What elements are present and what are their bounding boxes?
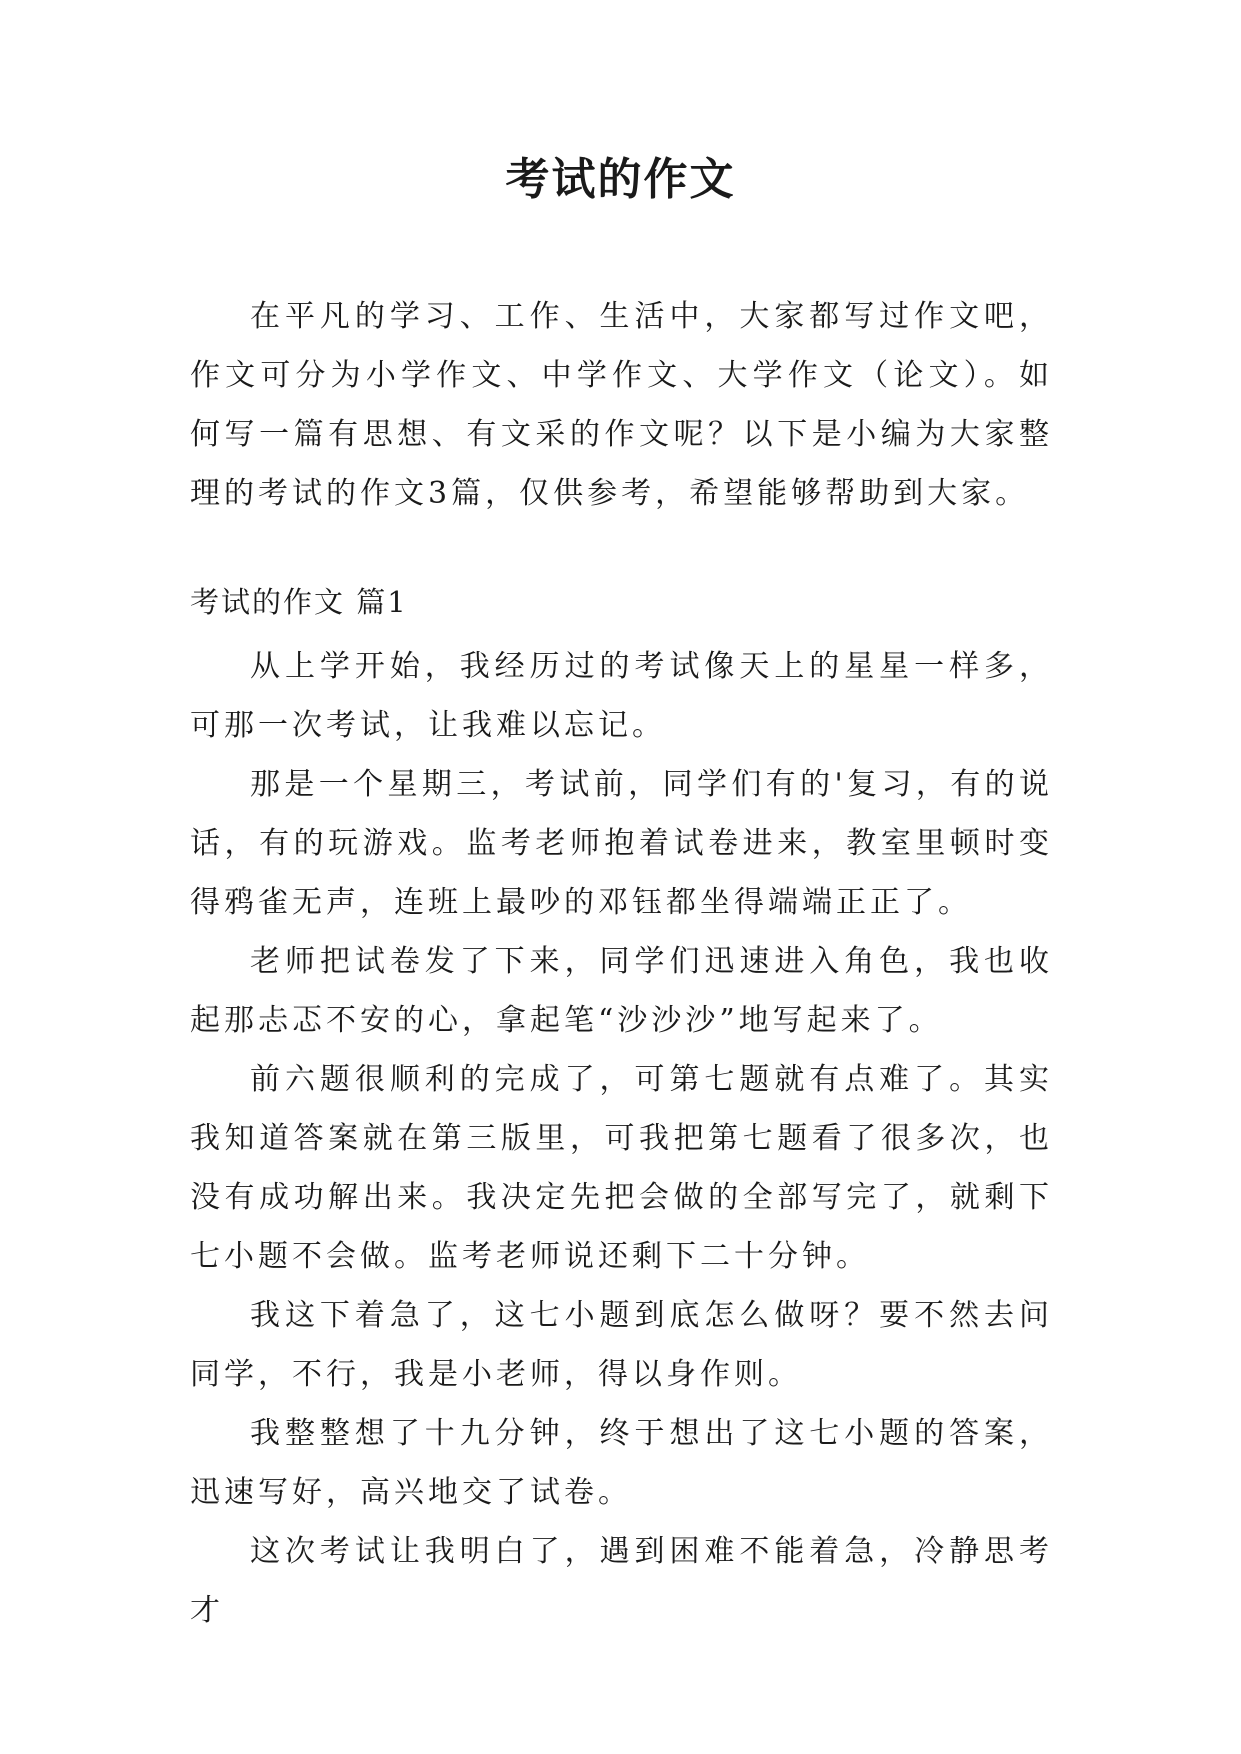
- essay-paragraph: 我这下着急了，这七小题到底怎么做呀？要不然去问同学，不行，我是小老师，得以身作则。: [190, 1298, 1053, 1392]
- section-heading: 考试的作文 篇1: [190, 585, 408, 619]
- essay-paragraph: 这次考试让我明白了，遇到困难不能着急，冷静思考才: [190, 1534, 1053, 1628]
- essay-paragraph: 从上学开始，我经历过的考试像天上的星星一样多，可那一次考试，让我难以忘记。: [190, 649, 1053, 743]
- essay-paragraph: 那是一个星期三，考试前，同学们有的'复习，有的说话，有的玩游戏。监考老师抱着试卷进来，教室里顿时变得鸦雀无声，连班上最吵的邓钰都坐得端端正正了。: [190, 767, 1053, 920]
- document-title: 考试的作文: [505, 154, 736, 205]
- intro-paragraph: 在平凡的学习、工作、生活中，大家都写过作文吧，作文可分为小学作文、中学作文、大学作文（论文）。如何写一篇有思想、有文采的作文呢？以下是小编为大家整理的考试的作文3篇，仅供参考，希望能够帮助到大家。: [190, 299, 1053, 511]
- essay-paragraph: 我整整想了十九分钟，终于想出了这七小题的答案，迅速写好，高兴地交了试卷。: [190, 1416, 1053, 1510]
- essay-body: [190, 637, 1053, 1640]
- essay-paragraph: 前六题很顺利的完成了，可第七题就有点难了。其实我知道答案就在第三版里，可我把第七题看了很多次，也没有成功解出来。我决定先把会做的全部写完了，就剩下七小题不会做。监考老师说还剩下二十分钟。: [190, 1062, 1053, 1274]
- intro-section: [190, 287, 1053, 523]
- essay-paragraph: 老师把试卷发了下来，同学们迅速进入角色，我也收起那忐忑不安的心，拿起笔“沙沙沙”地写起来了。: [190, 944, 1053, 1038]
